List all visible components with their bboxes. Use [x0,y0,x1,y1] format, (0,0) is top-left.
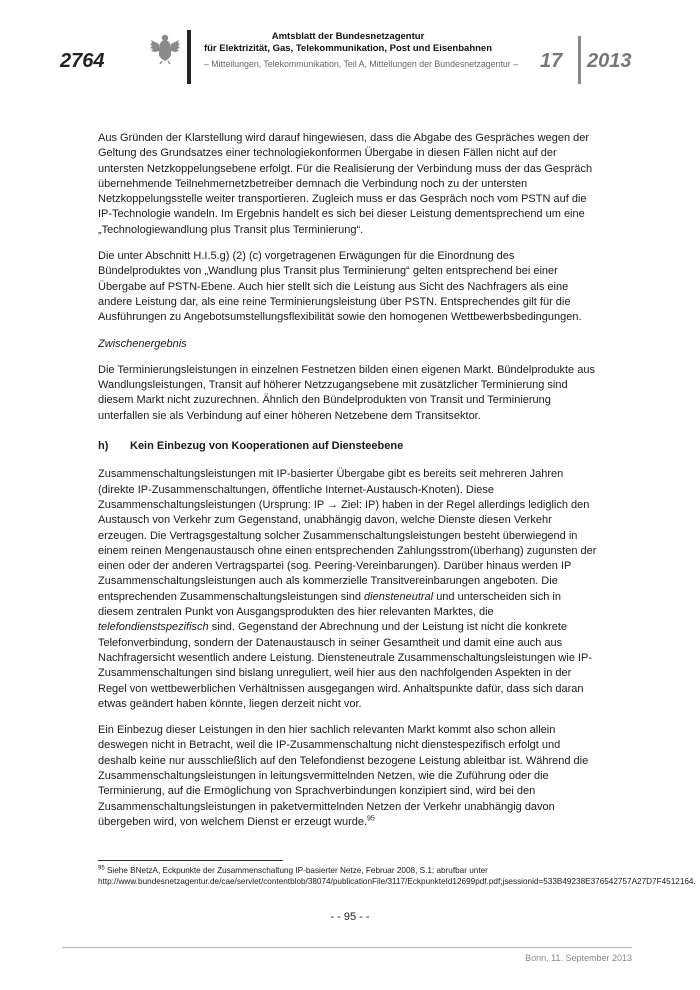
footer-date: Bonn, 11. September 2013 [525,953,632,963]
page-number: 2764 [60,50,105,72]
gazette-title-line1: Amtsblatt der Bundesnetzagentur [271,31,425,42]
paragraph-4-part-a: Zusammenschaltungsleistungen mit IP-basierter Übergabe gibt es bereits seit mehreren Jahren (direkte IP-Zusammenschaltungen, öffentliche Internet-Austausch-Knoten). Diese Zusammenschaltungsleistungen (Ursprung: IP → Ziel: IP) haben in der Regel allerdings lediglich den Austausch von Verkehr zum Gegenstand, unabhängig davon, welche Dienste diesen Verkehr erzeugen. Die Vertragsgestaltung solcher Zusammenschaltungsleistungen besteht überwiegend in einem reinen Mengenaustausch ohne einen entsprechenden Zahlungsstrom(überhang) zugunsten der einen oder der anderen Vertragspartei (sog. Peering-Vereinbarungen). Darüber hinaus werden IP Zusammenschaltungsleistungen auch als kommerzielle Transitvereinbarungen angeboten. Die entsprechenden Zusammenschaltungsleistungen sind [98,468,597,603]
footnote-separator [98,860,283,861]
issue-year: 2013 [587,50,632,72]
paragraph-4-emphasis-specific: telefondienstspezifisch [98,621,209,634]
document-body [98,131,598,841]
paragraph-4-part-e: sind. Gegenstand der Abrechnung und der Leistung ist nicht die konkrete Telefonverbindung, sondern der Datenaustausch in seiner Gesamtheit und damit eine auch aus Nachfragersicht wesentlich andere Leistung. Diensteneutrale Zusammenschaltungsleistungen wie IP-Zusammenschaltungen sind bislang unreguliert, weil hier aus den nachfolgenden Aspekten in der Regel von wettbewerblichen Verhältnissen ausgegangen wird. Anhaltspunkte dafür, dass sich daran etwas geändert haben könnte, liegen derzeit nicht vor. [98,621,593,710]
paragraph-4-part-c: und unterscheiden sich in diesem zentralen Punkt von Ausgangsprodukten des hier relevanten Marktes, die [98,590,561,619]
paragraph-4-emphasis-neutral: diensteneutral [364,590,434,603]
footnote [98,865,696,887]
footnote-number: 95 [98,865,105,872]
paragraph-5-text: Ein Einbezug dieser Leistungen in den hier sachlich relevanten Markt kommt also schon allein deswegen nicht in Betracht, weil die IP-Zusammenschaltung nicht dienstespezifisch erfolgt und deshalb keine nur ausschließlich auf den Telefondienst bezogene Leistung ableitbar ist. Während die Zusammenschaltungsleistungen in leitungsvermittelnden Netzen, wie die Zuführung oder die Terminierung, auf die Ermöglichung von Sprachverbindungen konzipiert sind, wird bei den Zusammenschaltungsleistungen in paketvermittelnden Netzen der Verkehr unabhängig davon übergeben wird, von welchem Dienst er erzeugt wurde. [98,724,589,828]
gazette-subtitle: – Mitteilungen, Telekommunikation, Teil A, Mitteilungen der Bundesnetzagentur – [203,59,519,69]
header-divider [187,30,191,84]
issue-divider [578,36,581,84]
paragraph-1: Aus Gründen der Klarstellung wird darauf hingewiesen, dass die Abgabe des Gespräches wegen der Geltung des Grundsatzes einer technologiekonformen Übergabe in diesen Fällen nicht auf der untersten Netzkoppelungsebene erfolgt. Für die Realisierung der Verbindung muss der das Gespräch übernehmende Teilnehmernetzbetreiber demnach die Verbindung noch zu der untersten Netzkoppelungsstelle weiter transportieren. Zugleich muss er das Gespräch noch vom PSTN auf die IP-Technologie wandeln. Im Ergebnis handelt es sich bei dieser Leistung dementsprechend um eine „Technologiewandlung plus Transit plus Terminierung“. [98,132,593,236]
footnote-text: Siehe BNetzA, Eckpunkte der Zusammenschaltung IP-basierter Netze, Februar 2008, S.1; abrufbar unter http://www.bundesnetzagentur.de/cae/servlet/contentblob/38074/publicationFile/3117/EckpunkteId12699pdf.pdf;jsessionid=533B49238E376542757A27D7F4512164. [98,866,696,886]
footer-divider [62,947,632,948]
footnote-reference[interactable]: 95 [367,815,375,823]
paragraph-4 [98,467,598,712]
page-center-number: - - 95 - - [330,911,370,923]
gazette-title-line2: für Elektrizität, Gas, Telekommunikation, Post und Eisenbahnen [203,43,493,54]
federal-eagle-icon [148,31,182,65]
interim-result-heading: Zwischenergebnis [98,337,187,350]
issue-number: 17 [540,50,563,72]
section-heading [98,439,598,454]
paragraph-3: Die Terminierungsleistungen in einzelnen Festnetzen bilden einen eigenen Markt. Bündelprodukte aus Wandlungsleistungen, Transit auf höherer Netzzugangsebene mit zusätzlicher Terminierung sind diesem Markt nicht zuzurechnen. Ähnlich den Bündelprodukten von Transit und Terminierung unterfallen sie als Verbindung auf einer höheren Netzebene dem Transitsektor. [98,363,595,422]
section-letter: h) [98,440,109,453]
paragraph-2: Die unter Abschnitt H.I.5.g) (2) (c) vorgetragenen Erwägungen für die Einordnung des Bündelproduktes von „Wandlung plus Transit plus Terminierung“ gelten entsprechend bei einer Übergabe auf PSTN-Ebene. Auch hier stellt sich die Leistung aus Sicht des Nachfragers als eine andere Leistung dar, als eine reine Terminierungsleistung über PSTN. Entsprechendes gilt für die Ausführungen zu Angebotsumstellungsflexibilität sowie den homogenen Wettbewerbsbedingungen. [98,250,582,324]
paragraph-5 [98,723,598,830]
gazette-title [196,31,500,55]
section-title: Kein Einbezug von Kooperationen auf Diensteebene [130,440,404,453]
